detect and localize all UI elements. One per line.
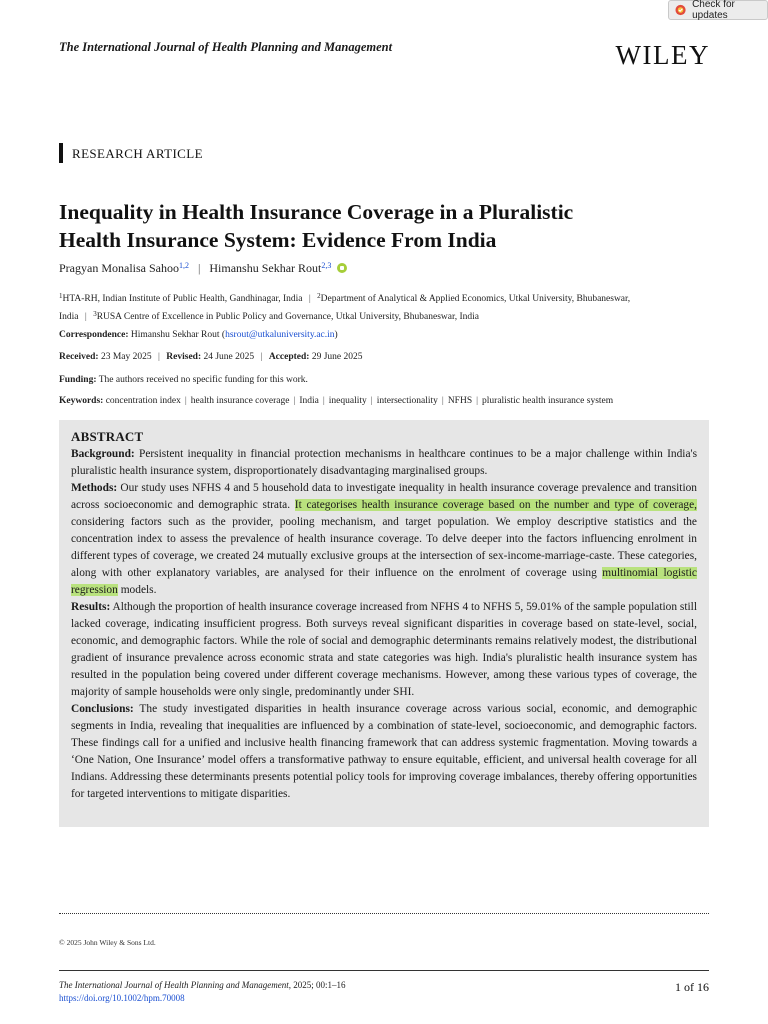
affiliation-separator: |	[308, 294, 311, 304]
results-text: Although the proportion of health insurance coverage increased from NFHS 4 to NFHS 5, 59.01% of the sample population still lacked coverage, indicating insufficient progress. Both surveys reveal significant disparities in coverage based on state-level, social, economic, and demographic factors. While the role of social and demographic determinants remains relatively modest, the distributional gradient of insurance prevalence across economic strata and state categories was high. India's pluralistic health insurance system has resulted in the population being covered under different coverage mechanisms. However, among these various types of coverage, the majority of sample households were only single, predominantly under SHI.	[71, 601, 697, 698]
keywords-label: Keywords:	[59, 396, 104, 406]
revised-label: Revised:	[166, 352, 202, 362]
correspondence-name: Himanshu Sekhar Rout	[130, 330, 220, 340]
background-text: Persistent inequality in financial protection mechanisms in healthcare continues to be a major challenge within India's pluralistic health insurance system, disproportionately disadvantaging marginalised groups.	[71, 448, 697, 477]
methods-text: considering factors such as the provider, pooling mechanism, and target population. We employ descriptive statistics and the concentration index to assess the prevalence of health insurance coverage. To delve deeper into the factors influencing enrolment in different types of coverage, we created 24 mutually exclusive groups at the intersection of sex-income-marriage-caste. These categories, along with other explanatory variables, are analysed for their influence on the enrolment of coverage using	[71, 516, 697, 579]
keyword[interactable]: India	[299, 396, 319, 406]
methods-label: Methods:	[71, 482, 118, 494]
funding-label: Funding:	[59, 375, 97, 385]
accepted-date: 29 June 2025	[311, 352, 363, 362]
keyword-separator: |	[476, 396, 479, 406]
affiliation-2-cont: India	[59, 312, 79, 322]
copyright-notice: © 2025 John Wiley & Sons Ltd.	[59, 938, 156, 947]
article-type: RESEARCH ARTICLE	[72, 146, 203, 161]
affiliation-number: 1	[59, 292, 63, 300]
author-list	[59, 261, 347, 276]
article-dates	[59, 350, 362, 365]
accepted-label: Accepted:	[268, 352, 310, 362]
keyword-separator: |	[322, 396, 325, 406]
funding-text: The authors received no specific funding for this work.	[98, 375, 308, 385]
author-affiliation-ref[interactable]: 2,3	[321, 261, 332, 270]
journal-title: The International Journal of Health Planning and Management	[59, 40, 393, 54]
orcid-icon[interactable]	[337, 263, 347, 273]
highlight-annotation[interactable]: multinomial logistic regression	[71, 567, 697, 596]
abstract-background	[71, 446, 697, 480]
keyword-separator: |	[370, 396, 373, 406]
keyword-separator: |	[293, 396, 296, 406]
footer-journal: The International Journal of Health Planning and Management,	[59, 980, 291, 990]
footer-volume: 2025; 00:1–16	[293, 980, 346, 990]
abstract-methods	[71, 480, 697, 599]
keyword[interactable]: health insurance coverage	[190, 396, 290, 406]
author-name[interactable]: Himanshu Sekhar Rout	[209, 261, 322, 275]
received-date: 23 May 2025	[100, 352, 152, 362]
footnote-divider	[59, 913, 709, 914]
correspondence-email-link[interactable]: hsrout@utkaluniversity.ac.in	[225, 330, 335, 340]
check-for-updates-icon	[675, 4, 686, 16]
author-separator: |	[197, 261, 201, 275]
affiliation-number: 2	[317, 292, 321, 300]
footer-divider	[59, 970, 709, 971]
title-line-1: Inequality in Health Insurance Coverage in a Pluralistic	[59, 200, 574, 224]
abstract-content	[71, 428, 697, 803]
article-title	[59, 198, 719, 254]
methods-text: models.	[120, 584, 157, 596]
date-separator: |	[158, 352, 160, 362]
abstract-box	[59, 420, 709, 827]
check-for-updates-label: Check for updates	[692, 0, 735, 21]
keyword[interactable]: intersectionality	[376, 396, 438, 406]
author-name[interactable]: Pragyan Monalisa Sahoo	[59, 261, 179, 275]
abstract-results	[71, 599, 697, 701]
article-type-marker	[59, 143, 63, 163]
correspondence-label: Correspondence:	[59, 330, 129, 340]
highlight-annotation[interactable]: It categorises health insurance coverage based on the number and type of coverage,	[294, 499, 697, 511]
doi-link[interactable]: https://doi.org/10.1002/hpm.70008	[59, 993, 185, 1003]
affiliations	[59, 289, 719, 325]
publisher-logo: WILEY	[615, 40, 710, 70]
received-label: Received:	[59, 352, 99, 362]
methods-text: Our study uses NFHS 4 and 5 household data to investigate inequality in health insurance coverage prevalence and transition across socioeconomic and demographic strata.	[71, 482, 697, 511]
footer-citation	[59, 979, 346, 1005]
affiliation-number: 3	[93, 310, 97, 318]
keyword[interactable]: inequality	[328, 396, 367, 406]
keyword[interactable]: concentration index	[105, 396, 181, 406]
check-for-updates-button[interactable]	[668, 0, 768, 20]
funding	[59, 373, 308, 388]
conclusions-label: Conclusions:	[71, 703, 134, 715]
abstract-heading: ABSTRACT	[71, 429, 144, 444]
conclusions-text: The study investigated disparities in health insurance coverage across various social, economic, and demographic segments in India, revealing that inequalities are influenced by a combination of state-level, socioeconomic, and demographic factors. These findings call for a unified and inclusive health financing framework that can address systemic fragmentation. Moving towards a ‘One Nation, One Insurance’ model offers a transformative pathway to ensure equitable, efficient, and universal health coverage for all Indians. Addressing these determinants presents potential policy tools for improving coverage imbalances, thereby offering opportunities for targeted interventions to mitigate disparities.	[71, 703, 697, 800]
affiliation-1: HTA-RH, Indian Institute of Public Health, Gandhinagar, India	[62, 294, 303, 304]
correspondence: Correspondence: Himanshu Sekhar Rout (hsrout@utkaluniversity.ac.in)	[59, 330, 338, 340]
background-label: Background:	[71, 448, 135, 460]
keyword[interactable]: NFHS	[447, 396, 473, 406]
affiliation-separator: |	[84, 312, 87, 322]
revised-date: 24 June 2025	[203, 352, 255, 362]
abstract-conclusions	[71, 701, 697, 803]
keyword-separator: |	[441, 396, 444, 406]
author-affiliation-ref[interactable]: 1,2	[178, 261, 189, 270]
keywords	[59, 394, 613, 409]
page-number: 1 of 16	[675, 980, 709, 994]
affiliation-2: Department of Analytical & Applied Economics, Utkal University, Bhubaneswar,	[320, 294, 631, 304]
keyword-separator: |	[184, 396, 187, 406]
title-line-2: Health Insurance System: Evidence From India	[59, 228, 497, 252]
date-separator: |	[260, 352, 263, 362]
affiliation-3: RUSA Centre of Excellence in Public Policy and Governance, Utkal University, Bhubaneswar, India	[96, 312, 480, 322]
keyword[interactable]: pluralistic health insurance system	[482, 396, 614, 406]
results-label: Results:	[71, 601, 111, 613]
